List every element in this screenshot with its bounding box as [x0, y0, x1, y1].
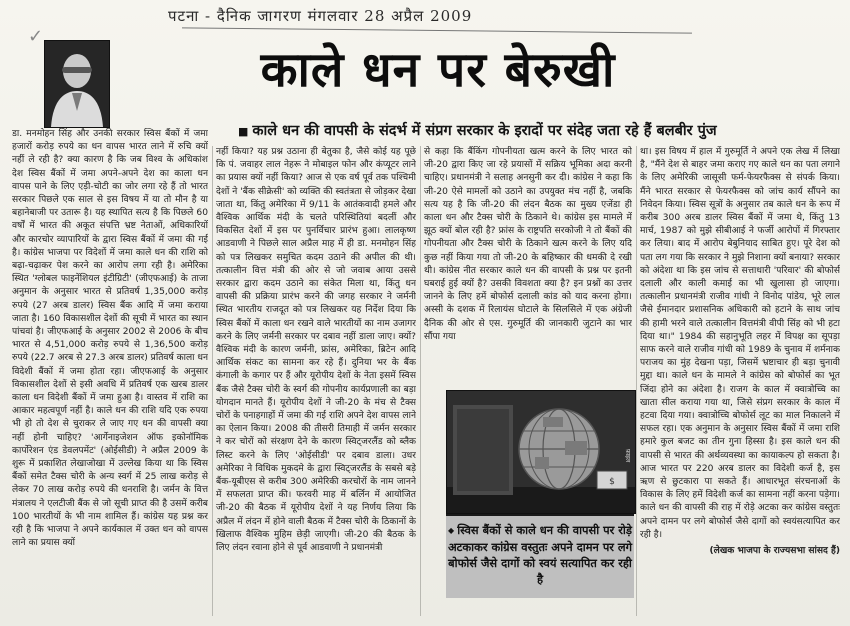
subheadline	[238, 120, 842, 142]
column-2-text: नहीं किया? यह प्रश्न उठाना ही बेतुका है, जैसे कोई यह पूछे कि पं. जवाहर लाल नेहरू ने मोबाइल फोन और कंप्यूटर लाने का प्रयास क्यों नहीं किया? आज से एक वर्ष पूर्व तक पश्चिमी देशों ने 'बैंक सीक्रेसी' को व्यक्ति की स्वतंत्रता से जोड़कर देखा जाता था, किंतु अमेरिका में 9/11 के आतंकवादी हमले और वैश्विक आर्थिक मंदी के चलते परिस्थितियां बदलीं और विकसित देशों में इस पर पुनर्विचार प्रारंभ हुआ। लालकृष्ण आडवाणी ने पिछले साल अप्रैल माह में ही डा. मनमोहन सिंह को पत्र लिखकर समुचित कदम उठाने की अपील की थी। तत्कालीन वित्त मंत्री की ओर से जो जवाब आया उससे सरकार द्वारा कदम उठाने का संकेत मिला था, किंतु धन वापसी की प्रक्रिया प्रारंभ करने की जगह सरकार ने जर्मनी स्थित भारतीय राजदूत को पत्र लिखकर यह निर्देश दिया कि स्विस बैंकों में काला धन रखने वाले भारतीयों का नाम उजागर करने के लिए जर्मनी सरकार पर दबाव नहीं डाला जाए। क्यों? वैश्विक मंदी के कारण जर्मनी, फ्रांस, अमेरिका, ब्रिटेन आदि आर्थिक संकट का सामना कर रहे हैं। दुनिया भर के बैंक कंगाली के कगार पर हैं और यूरोपीय देशों के नेता इसमें स्विस बैंक जैसे टैक्स चोरी के स्वर्ग की गोपनीय कार्यप्रणाली का बड़ा योगदान मानते हैं। यूरोपीय देशों ने जी-20 के मंच से टैक्स चोरों के पनाहगाहों में जमा की गई राशि अपने देश वापस लाने का ऐलान किया। 2008 की तीसरी तिमाही में जर्मन सरकार ने कर चोरों को संरक्षण देने के कारण स्विट्जरलैंड को ब्लैक लिस्ट करने के लिए 'ओईसीडी' पर दबाव डाला। उधर अमेरिका ने विधिक मुकदमे के द्वारा स्विट्जरलैंड के सबसे बड़े बैंक-यूबीएस से करीब 300 अमेरिकी करचोरों के नाम जानने में सफलता प्राप्त की। फरवरी माह में बर्लिन में आयोजित जी-20 की बैठक में यूरोपीय देशों ने यह निर्णय लिया कि अप्रैल में लंदन में होने वाली बैठक में टैक्स चोरी के ठिकानों के खिलाफ वैश्विक मुहिम छेड़ी जाएगी। जी-20 की बैठक के लिए लंदन रवाना होने से पूर्व आडवाणी ने प्रधानमंत्री	[216, 147, 416, 554]
column-4-text: था। इस विषय में हाल में गुरुमूर्ति ने अपने एक लेख में लिखा है, "मैंने देश से बाहर जमा कराए गए काले धन का पता लगाने के लिए अमेरिकी जासूसी फर्म-फेयरफैक्स से संपर्क किया। मैंने भारत सरकार से फेयरफैक्स को जांच कार्य सौंपने का निवेदन किया। स्विस सूत्रों के अनुसार तब काले धन के रूप में करीब 300 अरब डालर स्विस बैंकों में जमा थे, किंतु 13 मार्च, 1987 को मुझे सीबीआई ने फर्जी आरोपों में गिरफ्तार कर लिया। बाद में आरोप बेबुनियाद साबित हुए। पूरे देश को पता लग गया कि सरकार ने मुझे निशाना क्यों बनाया? सरकार को अंदेशा था कि इस जांच से सत्ताधारी 'परिवार' की बोफोर्स दलाली और काली कमाई का भी खुलासा हो जाएगा। तत्कालीन प्रधानमंत्री राजीव गांधी ने विनोद पांडेय, भूरे लाल जैसे ईमानदार प्रशासनिक अधिकारी को हटाने के साथ जांच की हामी भरने वाले तत्कालीन वित्तमंत्री वीपी सिंह को भी हटा दिया था।" 1984 की सहानुभूति लहर में विपक्ष का सूपड़ा साफ करने वाले राजीव गांधी को 1989 के चुनाव में शर्मनाक पराजय का मुंह देखना पड़ा, जिसमें भ्रष्टाचार ही बड़ा चुनावी मुद्दा था। काले धन के मामले ने कांग्रेस को बोफोर्स का भूत जिंदा होने का अंदेशा है। राजग के काल में क्वात्रोच्चि का खाता सील कराया गया था, जिसे संप्रग सरकार के काल में हटवा दिया गया। क्वात्रोच्चि बोफोर्स लूट का माल निकालने में सफल रहा। एक अनुमान के अनुसार स्विस बैंकों में जमा राशि हमारे कुल बजट का तीन गुना हिस्सा है। इस काले धन की वापसी से भारत की अर्थव्यवस्था का कायाकल्प हो सकता है। आज भारत पर 220 अरब डालर का विदेशी कर्ज है, इस ऋण से छुटकारा पा सकते हैं। आधारभूत संरचनाओं के विकास के लिए हमें विदेशी कर्ज का सामना नहीं करना पड़ेगा। काले धन की वापसी की राह में रोड़े अटका कर कांग्रेस वस्तुतः अपने दामन पर लगे बोफोर्स जैसे दागों को स्वयंसत्यापित कर रही है।	[640, 147, 840, 540]
headline: काले धन पर बेरुखी	[260, 42, 616, 98]
bullet-icon: ■	[238, 125, 249, 138]
globe-vault-illustration	[447, 391, 635, 513]
author-note: (लेखक भाजपा के राज्यसभा सांसद हैं)	[709, 546, 840, 557]
article-column-4	[640, 146, 840, 616]
check-mark-icon: ✓	[28, 26, 44, 47]
handwritten-date-note: पटना - दैनिक जागरण मंगलवार 28 अप्रैल 2009	[168, 7, 473, 25]
article-column-2	[216, 146, 416, 616]
illustration	[446, 390, 636, 514]
figure-credit: फ़ाइल	[624, 449, 631, 463]
svg-text:$: $	[609, 477, 615, 487]
pull-quote-text: स्विस बैंकों से काले धन की वापसी पर रोड़े अटकाकर कांग्रेस वस्तुतः अपने दामन पर लगे बोफोर्स जैसे दागों को स्वयं सत्यापित कर रही है	[447, 523, 633, 586]
author-name: बलबीर पुंज	[656, 123, 717, 139]
column-rule	[420, 146, 421, 616]
article-column-3	[424, 146, 632, 372]
column-3-text: से कहा कि बैंकिंग गोपनीयता खत्म करने के लिए भारत को जी-20 द्वारा किए जा रहे प्रयासों में सक्रिय भूमिका अदा करनी चाहिए। प्रधानमंत्री ने सलाह अनसुनी कर दी। कांग्रेस ने कहा कि जी-20 ऐसे मामलों को उठाने का उपयुक्त मंच नहीं है, जबकि सत्य यह है कि जी-20 की लंदन बैठक का मुख्य एजेंडा ही काला धन और टैक्स चोरी के ठिकाने थे। कांग्रेस इस मामले में झूठ क्यों बोल रही है? फ्रांस के राष्ट्रपति सरकोजी ने तो बैंकों की गोपनीयता और टैक्स चोरी के ठिकाने खत्म करने के लिए यदि कुछ नहीं किया गया तो जी-20 के बहिष्कार की धमकी दे रखी थी। कांग्रेस नीत सरकार काले धन की वापसी के प्रश्न पर इतनी घबराई हुई क्यों है? उसकी विवशता क्या है? इन प्रश्नों का उत्तर जानने के लिए हमें बोफोर्स दलाली कांड को याद करना होगा। अस्सी के दशक में रिलायंस घोटाले के सिलसिले में एक अंग्रेजी दैनिक की ओर से एस. गुरुमूर्ति की जानकारी जुटाने का भार सौंपा गया	[424, 147, 632, 342]
author-portrait-icon	[45, 41, 109, 127]
column-rule	[636, 146, 637, 616]
pull-quote	[446, 514, 634, 598]
bullet-icon: ◆	[448, 525, 455, 535]
article-column-1	[12, 128, 208, 616]
column-rule	[212, 146, 213, 616]
subhead-text: काले धन की वापसी के संदर्भ में संप्रग सरकार के इरादों पर संदेह जता रहे हैं	[252, 123, 652, 139]
column-1-text: डा. मनमोहन सिंह और उनकी सरकार स्विस बैंकों में जमा हजारों करोड़ रुपये का धन वापस भारत लाने में रुचि क्यों नहीं ले रही है? क्या कारण है कि जब विश्व के अधिकांश देश स्विस बैंकों में जमा अपने-अपने देश का काला धन वापस पाने के लिए एड़ी-चोटी का जोर लगा रहे हैं तो भारत सरकार पिछले एक साल से इस विषय में या तो मौन है या बहानेबाजी पर उतारू है। यह स्थापित सत्य है कि पिछले 60 वर्षों में भारत की अकूत संपत्ति भ्रष्ट नेताओं, अधिकारियों और कारचोर व्यापारियों के द्वारा स्विस बैंकों में जमा की गई है। कांग्रेस भाजपा पर विदेशों में जमा काले धन की राशि को बढ़ा-चढ़ाकर पेश करने का आरोप लगा रही है। अमेरिका स्थित 'ग्लोबल फाइनेंशियल इंटीग्रिटी' (जीएफआई) के ताजा अनुमान के अनुसार भारत से प्रतिवर्ष 1,35,000 करोड़ रुपये (27 अरब डालर) स्विस बैंक आदि में जमा कराया जाता है। 160 विकासशील देशों की सूची में भारत का स्थान पांचवां है। जीएफआई के अनुसार 2002 से 2006 के बीच भारत से 4,51,000 करोड़ रुपये से 1,36,500 करोड़ रुपये (22.7 अरब से 27.3 अरब डालर) प्रतिवर्ष काला धन विदेशी बैंकों में जमा होता रहा। जीएफआई के अनुसार विकासशील देशों से इसी अवधि में प्रतिवर्ष एक खरब डालर काला धन विदेशी बैंकों में जमा हुआ है। वास्तव में राशि का आकार महत्वपूर्ण नहीं है। काले धन की राशि यदि एक रुपया भी हो तो देश से चुराकर ले जाए गए धन की वापसी क्या नहीं होनी चाहिए? 'आर्गेनाइजेशन ऑफ इकोनॉमिक कार्पोरेशन एंड डेवलपमेंट' (ओईसीडी) ने अप्रैल 2009 के शुरू में प्रकाशित लेखाजोखा में उल्लेख किया था कि स्विस बैंकों समेत टैक्स चोरी के अन्य स्वर्ग में 25 लाख करोड़ से लेकर 70 लाख करोड़ रुपये की धनराशि है। जर्मन के वित्त मंत्रालय ने एलटीजी बैंक से जो सूची प्राप्त की है उसमें करीब 100 भारतीयों के भी नाम शामिल हैं। कांग्रेस यह प्रश्न कर रही है कि भाजपा ने अपने कार्यकाल में उक्त धन को वापस लाने का प्रयास क्यों	[12, 129, 208, 549]
author-photo	[44, 40, 110, 128]
